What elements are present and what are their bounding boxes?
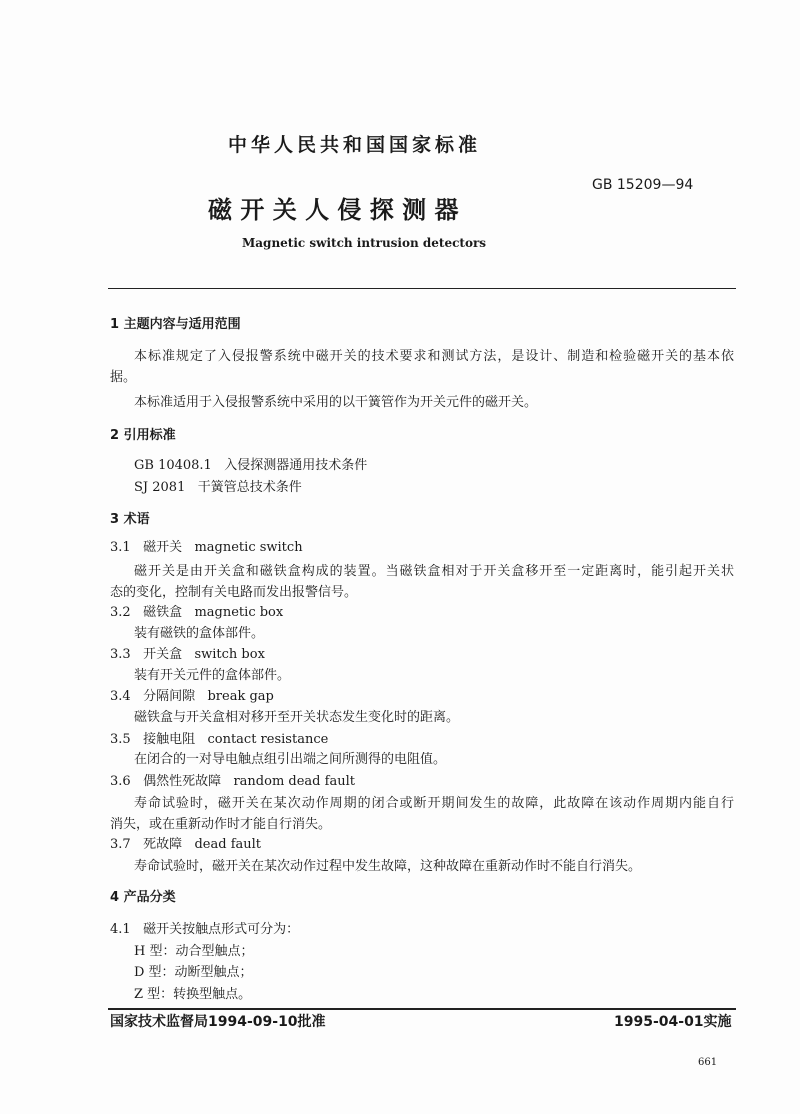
term-definition-cont: 消失，或在重新动作时才能自行消失。 [110,817,332,832]
type-item: Z 型：转换型触点。 [134,987,252,1002]
section-1-paragraph-2: 本标准适用于入侵报警系统中采用的以干簧管作为开关元件的磁开关。 [134,395,538,410]
term-label: 3.3 开关盒 switch box [110,647,265,662]
term-label: 3.2 磁铁盒 magnetic box [110,605,284,620]
reference-item: SJ 2081 干簧管总技术条件 [134,480,302,495]
term-label: 3.4 分隔间隙 break gap [110,689,274,704]
reference-item: GB 10408.1 入侵探测器通用技术条件 [134,458,368,473]
standard-number: GB 15209—94 [592,177,694,193]
term-definition-cont: 态的变化，控制有关电路而发出报警信号。 [110,585,358,600]
org-title: 中华人民共和国国家标准 [228,134,482,156]
footer-divider [108,1008,736,1010]
term-definition: 寿命试验时，磁开关在某次动作周期的闭合或断开期间发生的故障，此故障在该动作周期内能自行 [134,796,734,811]
title-cn: 磁 开 关 人 侵 探 测 器 [208,196,459,224]
section-1-paragraph: 本标准规定了入侵报警系统中磁开关的技术要求和测试方法，是设计、制造和检验磁开关的基本依 [134,349,734,364]
header-divider [108,288,736,289]
term-definition: 磁铁盒与开关盒相对移开至开关状态发生变化时的距离。 [134,710,460,725]
term-definition: 装有磁铁的盒体部件。 [134,626,265,641]
type-item: H 型：动合型触点； [134,944,254,959]
term-definition: 寿命试验时，磁开关在某次动作过程中发生故障，这种故障在重新动作时不能自行消失。 [134,859,642,874]
term-definition: 装有开关元件的盒体部件。 [134,668,291,683]
subsection-label: 4.1 磁开关按触点形式可分为： [110,922,300,937]
term-label: 3.1 磁开关 magnetic switch [110,540,303,555]
section-3-heading: 3 术语 [110,512,150,527]
term-label: 3.7 死故障 dead fault [110,837,262,852]
section-4-heading: 4 产品分类 [110,890,176,905]
section-1-paragraph-cont: 据。 [110,370,137,385]
term-definition: 磁开关是由开关盒和磁铁盒构成的装置。当磁铁盒相对于开关盒移开至一定距离时，能引起开关状 [134,564,734,579]
section-2-heading: 2 引用标准 [110,428,176,443]
type-item: D 型：动断型触点； [134,965,253,980]
term-label: 3.5 接触电阻 contact resistance [110,732,329,747]
effective-date: 1995-04-01实施 [614,1014,732,1030]
page-number: 661 [698,1057,718,1068]
section-1-heading: 1 主题内容与适用范围 [110,317,241,332]
approval-date: 国家技术监督局1994-09-10批准 [110,1014,326,1030]
title-en: Magnetic switch intrusion detectors [242,236,487,250]
term-label: 3.6 偶然性死故障 random dead fault [110,774,355,789]
term-definition: 在闭合的一对导电触点组引出端之间所测得的电阻值。 [134,752,447,767]
